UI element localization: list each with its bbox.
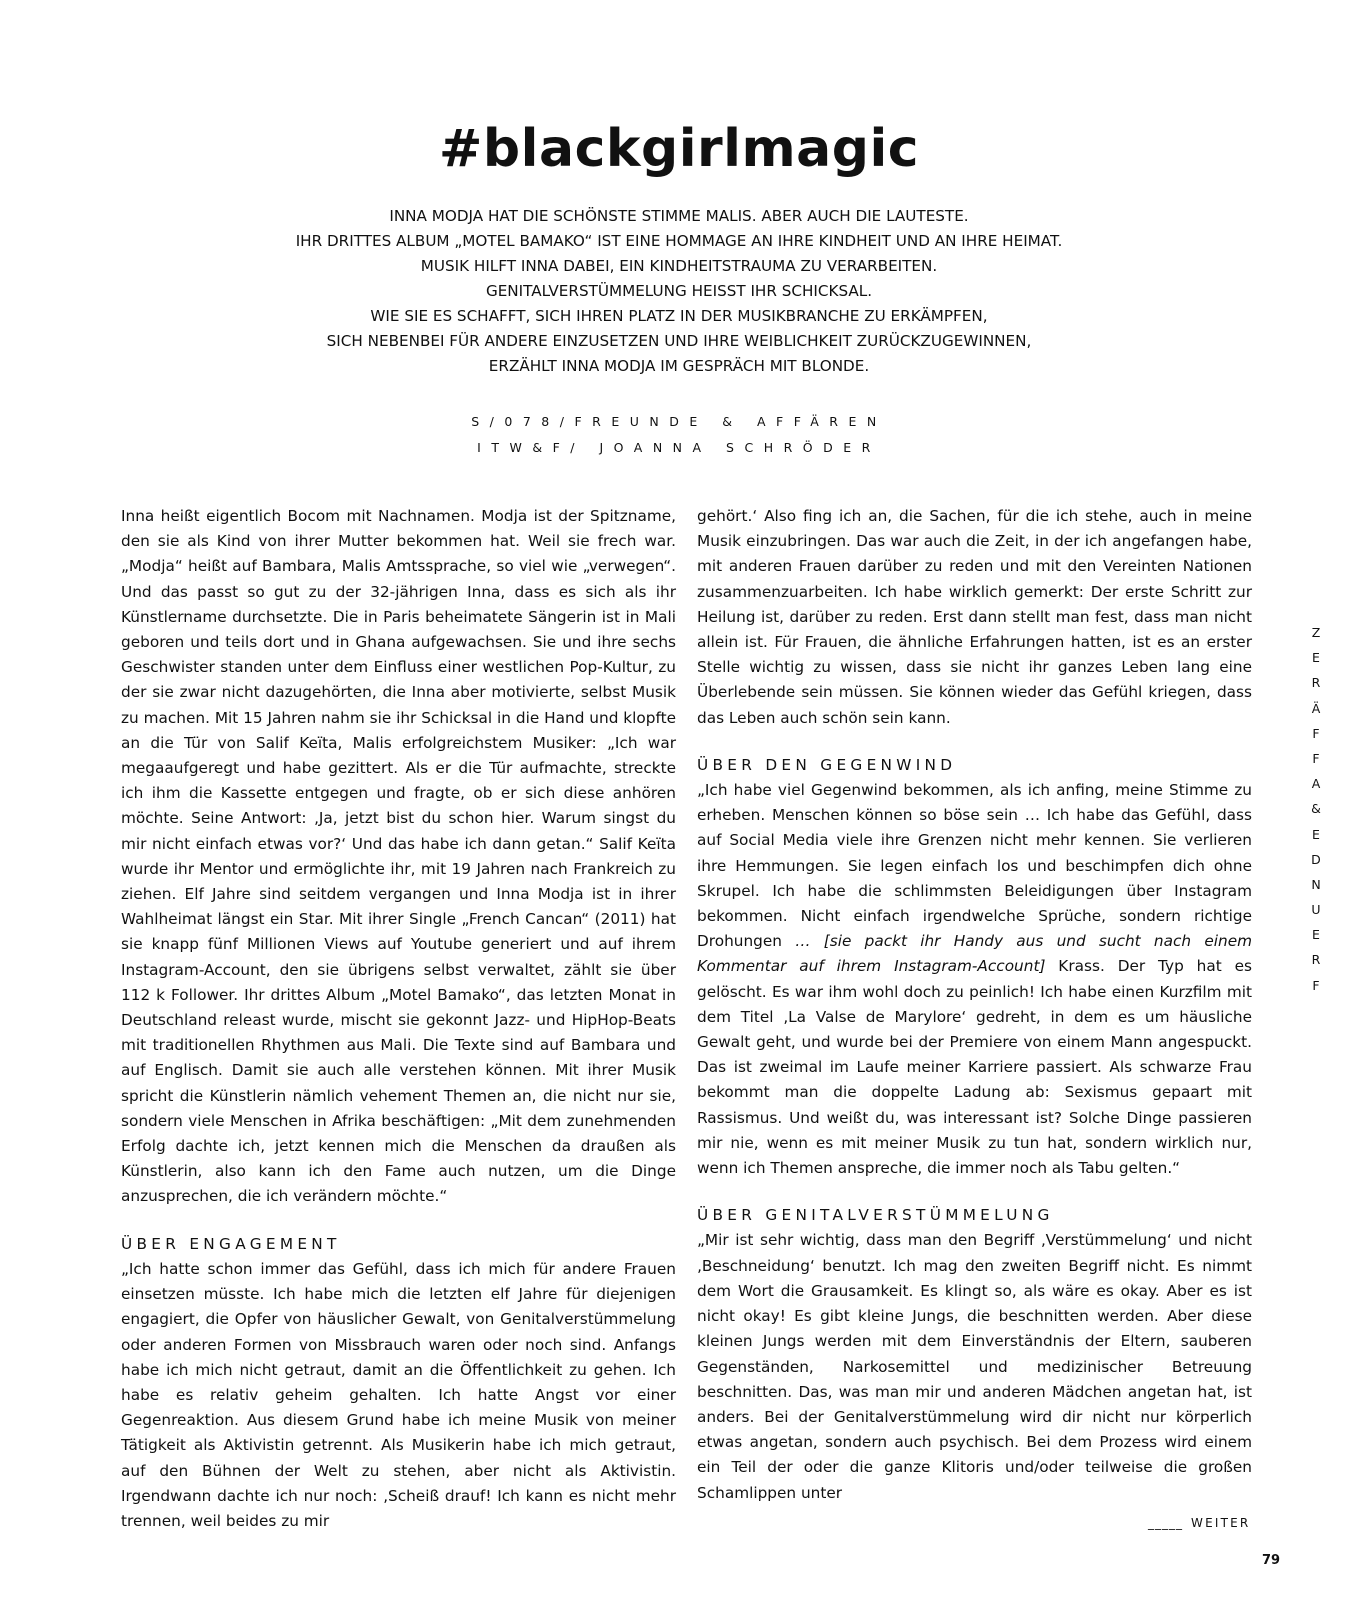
body-paragraph: „Ich hatte schon immer das Gefühl, dass ich mich für andere Frauen einsetzen müsste. Ich habe mich die letzten elf Jahre für diejenigen engagiert, die Opfer von häuslicher Gewalt, von Genitalverstümmelung oder anderen Formen von Missbrauch waren oder noch sind. Anfangs habe ich mich nicht getraut, damit an die Öffentlichkeit zu gehen. Ich habe es relativ geheim gehalten. Ich hatte Angst vor einer Gegenreaktion. Aus diesem Grund habe ich meine Musik von meiner Tätigkeit als Aktivistin getrennt. Als Musikerin habe ich mich getraut, auf den Bühnen der Welt zu stehen, aber nicht als Aktivistin. Irgendwann dachte ich nur noch: ‚Scheiß drauf! Ich kann es nicht mehr trennen, weil beides zu mir: [121, 1259, 676, 1530]
right-column: [697, 504, 1252, 1506]
sidebar-letter: E: [1312, 826, 1320, 842]
sidebar-letter: D: [1311, 851, 1321, 867]
section-heading-engagement: ÜBER ENGAGEMENT: [121, 1234, 341, 1253]
sidebar-letter: R: [1311, 675, 1321, 691]
intro-line: MUSIK HILFT INNA DABEI, EIN KINDHEITSTRAUMA ZU VERARBEITEN.: [420, 257, 938, 275]
sidebar-letter: F: [1312, 750, 1320, 766]
editorial-note: … [sie packt ihr Handy aus und sucht nach einem Kommentar auf ihrem Instagram-Account]: [697, 932, 1253, 976]
continue-label: WEITER: [1191, 1516, 1251, 1530]
intro-line: GENITALVERSTÜMMELUNG HEISST IHR SCHICKSAL.: [485, 282, 873, 300]
section-heading-genitalverstuemmelung: ÜBER GENITALVERSTÜMMELUNG: [697, 1206, 1054, 1225]
intro-line: INNA MODJA HAT DIE SCHÖNSTE STIMME MALIS. ABER AUCH DIE LAUTESTE.: [389, 207, 969, 225]
intro-line: ERZÄHLT INNA MODJA IM GESPRÄCH MIT BLONDE.: [488, 357, 870, 375]
page-number: 79: [1262, 1553, 1281, 1568]
article-title: #blackgirlmagic: [438, 119, 920, 179]
sidebar-letter: U: [1311, 902, 1321, 918]
intro-line: WIE SIE ES SCHAFFT, SICH IHREN PLATZ IN DER MUSIKBRANCHE ZU ERKÄMPFEN,: [370, 307, 988, 325]
sidebar-letter: Ä: [1311, 700, 1321, 716]
sidebar-letter: A: [1311, 776, 1321, 792]
continue-dashes: _____: [1148, 1516, 1183, 1530]
section-heading-gegenwind: ÜBER DEN GEGENWIND: [697, 755, 957, 774]
left-column: [121, 504, 676, 1534]
continue-marker: [1148, 1516, 1250, 1530]
body-paragraph: „Mir ist sehr wichtig, dass man den Begriff ‚Verstümmelung‘ und nicht ‚Beschneidung‘ benutzt. Ich mag den zweiten Begriff nicht. Es nimmt dem Wort die Grausamkeit. Es klingt so, als wäre es okay. Aber es ist nicht okay! Es gibt kleine Jungs, die beschnitten werden. Aber diese kleinen Jungs werden mit dem Einverständnis der Eltern, sauberen Gegenständen, Narkosemittel und medizinischer Betreuung beschnitten. Das, was man mir und anderen Mädchen angetan hat, ist anders. Bei der Genitalverstümmelung wird dir nicht nur körperlich etwas angetan, sondern auch psychisch. Bei dem Prozess wird einem ein Teil der oder die ganze Klitoris und/oder teilweise die großen Schamlippen unter: [697, 1231, 1252, 1502]
body-text: „Ich habe viel Gegenwind bekommen, als ich anfing, meine Stimme zu erheben. Menschen können so böse sein … Ich habe das Gefühl, dass auf Social Media viele ihre Grenzen nicht mehr kennen. Sie verlieren ihre Hemmungen. Sie legen einfach los und beschimpfen dich ohne Skrupel. Ich habe die schlimmsten Beleidigungen über Instagram bekommen. Nicht einfach irgendwelche Sprüche, sondern richtige Drohungen: [697, 781, 1252, 951]
intro-text: [0, 204, 1358, 379]
sidebar-letter: N: [1311, 876, 1321, 892]
sidebar-letter: R: [1311, 952, 1321, 968]
sidebar-letter: &: [1311, 801, 1321, 817]
article-meta: [0, 409, 1358, 461]
sidebar-letter: F: [1312, 725, 1320, 741]
intro-line: IHR DRITTES ALBUM „MOTEL BAMAKO“ IST EINE HOMMAGE AN IHRE KINDHEIT UND AN IHRE HEIMAT.: [295, 232, 1063, 250]
section-label: S/078/FREUNDE & AFFÄREN: [471, 414, 887, 429]
author-credit: ITW&F/ JOANNA SCHRÖDER: [477, 440, 881, 455]
section-sidebar-vertical: [1304, 620, 1328, 998]
sidebar-letter: F: [1312, 977, 1320, 993]
body-paragraph: Inna heißt eigentlich Bocom mit Nachnamen. Modja ist der Spitzname, den sie als Kind von ihrer Mutter bekommen hat. Weil sie frech war. „Modja“ heißt auf Bambara, Malis Amtssprache, so viel wie „verwegen“. Und das passt so gut zu der 32-jährigen Inna, dass es sich als ihr Künstlername durchsetzte. Die in Paris beheimatete Sängerin ist in Mali geboren und teils dort und in Ghana aufgewachsen. Sie und ihre sechs Geschwister standen unter dem Einfluss einer westlichen Pop-Kultur, zu der sie zwar nicht dazugehörten, die Inna aber motivierte, selbst Musik zu machen. Mit 15 Jahren nahm sie ihr Schicksal in die Hand und klopfte an die Tür von Salif Keïta, Malis erfolgreichstem Musiker: „Ich war megaaufgeregt und habe gezittert. Als er die Tür aufmachte, streckte ich ihm die Kassette entgegen und fragte, ob er sich diese anhören möchte. Seine Antwort: ‚Ja, jetzt bist du schon hier. Warum singst du mir nicht einfach etwas vor?‘ Und das habe ich dann getan.“ Salif Keïta wurde ihr Mentor und ermöglichte ihr, mit 19 Jahren nach Frankreich zu ziehen. Elf Jahre sind seitdem vergangen und Inna Modja ist in ihrer Wahlheimat längst ein Star. Mit ihrer Single „French Cancan“ (2011) hat sie knapp fünf Millionen Views auf Youtube generiert und auf ihrem Instagram-Account, den sie übrigens selbst verwaltet, zählt sie über 112 k Follower. Ihr drittes Album „Motel Bamako“, das letzten Monat in Deutschland releast wurde, mischt sie gekonnt Jazz- und HipHop-Beats mit traditionellen Rhythmen aus Mali. Die Texte sind auf Bambara und auf Englisch. Damit sie auch alle verstehen können. Mit ihrer Musik spricht die Künstlerin nämlich vehement Themen an, die nicht nur sie, sondern viele Menschen in Afrika beschäftigen: „Mit dem zunehmenden Erfolg dachte ich, jetzt kennen mich die Menschen da draußen als Künstlerin, also kann ich den Fame auch nutzen, um die Dinge anzusprechen, die ich verändern möchte.“: [121, 507, 676, 1206]
intro-line: SICH NEBENBEI FÜR ANDERE EINZUSETZEN UND IHRE WEIBLICHKEIT ZURÜCKZUGEWINNEN,: [326, 332, 1032, 350]
body-text: Krass. Der Typ hat es gelöscht. Es war ihm wohl doch zu peinlich! Ich habe einen Kurzfilm mit dem Titel ‚La Valse de Marylore‘ gedreht, in dem es um häusliche Gewalt geht, und wurde bei der Premiere von einem Mann angespuckt. Das ist zweimal im Laufe meiner Karriere passiert. Als schwarze Frau bekommt man die doppelte Ladung ab: Sexismus gepaart mit Rassismus. Und weißt du, was interessant ist? Solche Dinge passieren mir nie, wenn es mit meiner Musik zu tun hat, sondern wirklich nur, wenn ich Themen anspreche, die immer noch als Tabu gelten.“: [697, 957, 1252, 1178]
body-paragraph: [697, 778, 1252, 1181]
sidebar-letter: E: [1312, 927, 1320, 943]
sidebar-letter: E: [1312, 650, 1320, 666]
body-paragraph: gehört.‘ Also fing ich an, die Sachen, für die ich stehe, auch in meine Musik einzubringen. Das war auch die Zeit, in der ich angefangen habe, mit anderen Frauen darüber zu reden und mit den Vereinten Nationen zusammenzuarbeiten. Ich habe wirklich gemerkt: Der erste Schritt zur Heilung ist, darüber zu reden. Erst dann stellt man fest, dass man nicht allein ist. Für Frauen, die ähnliche Erfahrungen hatten, ist es an erster Stelle wichtig zu wissen, dass sie nicht ihr ganzes Leben lang eine Überlebende sein müssen. Sie können wieder das Gefühl kriegen, dass das Leben auch schön sein kann.: [697, 507, 1252, 727]
sidebar-letter: Z: [1311, 625, 1321, 640]
